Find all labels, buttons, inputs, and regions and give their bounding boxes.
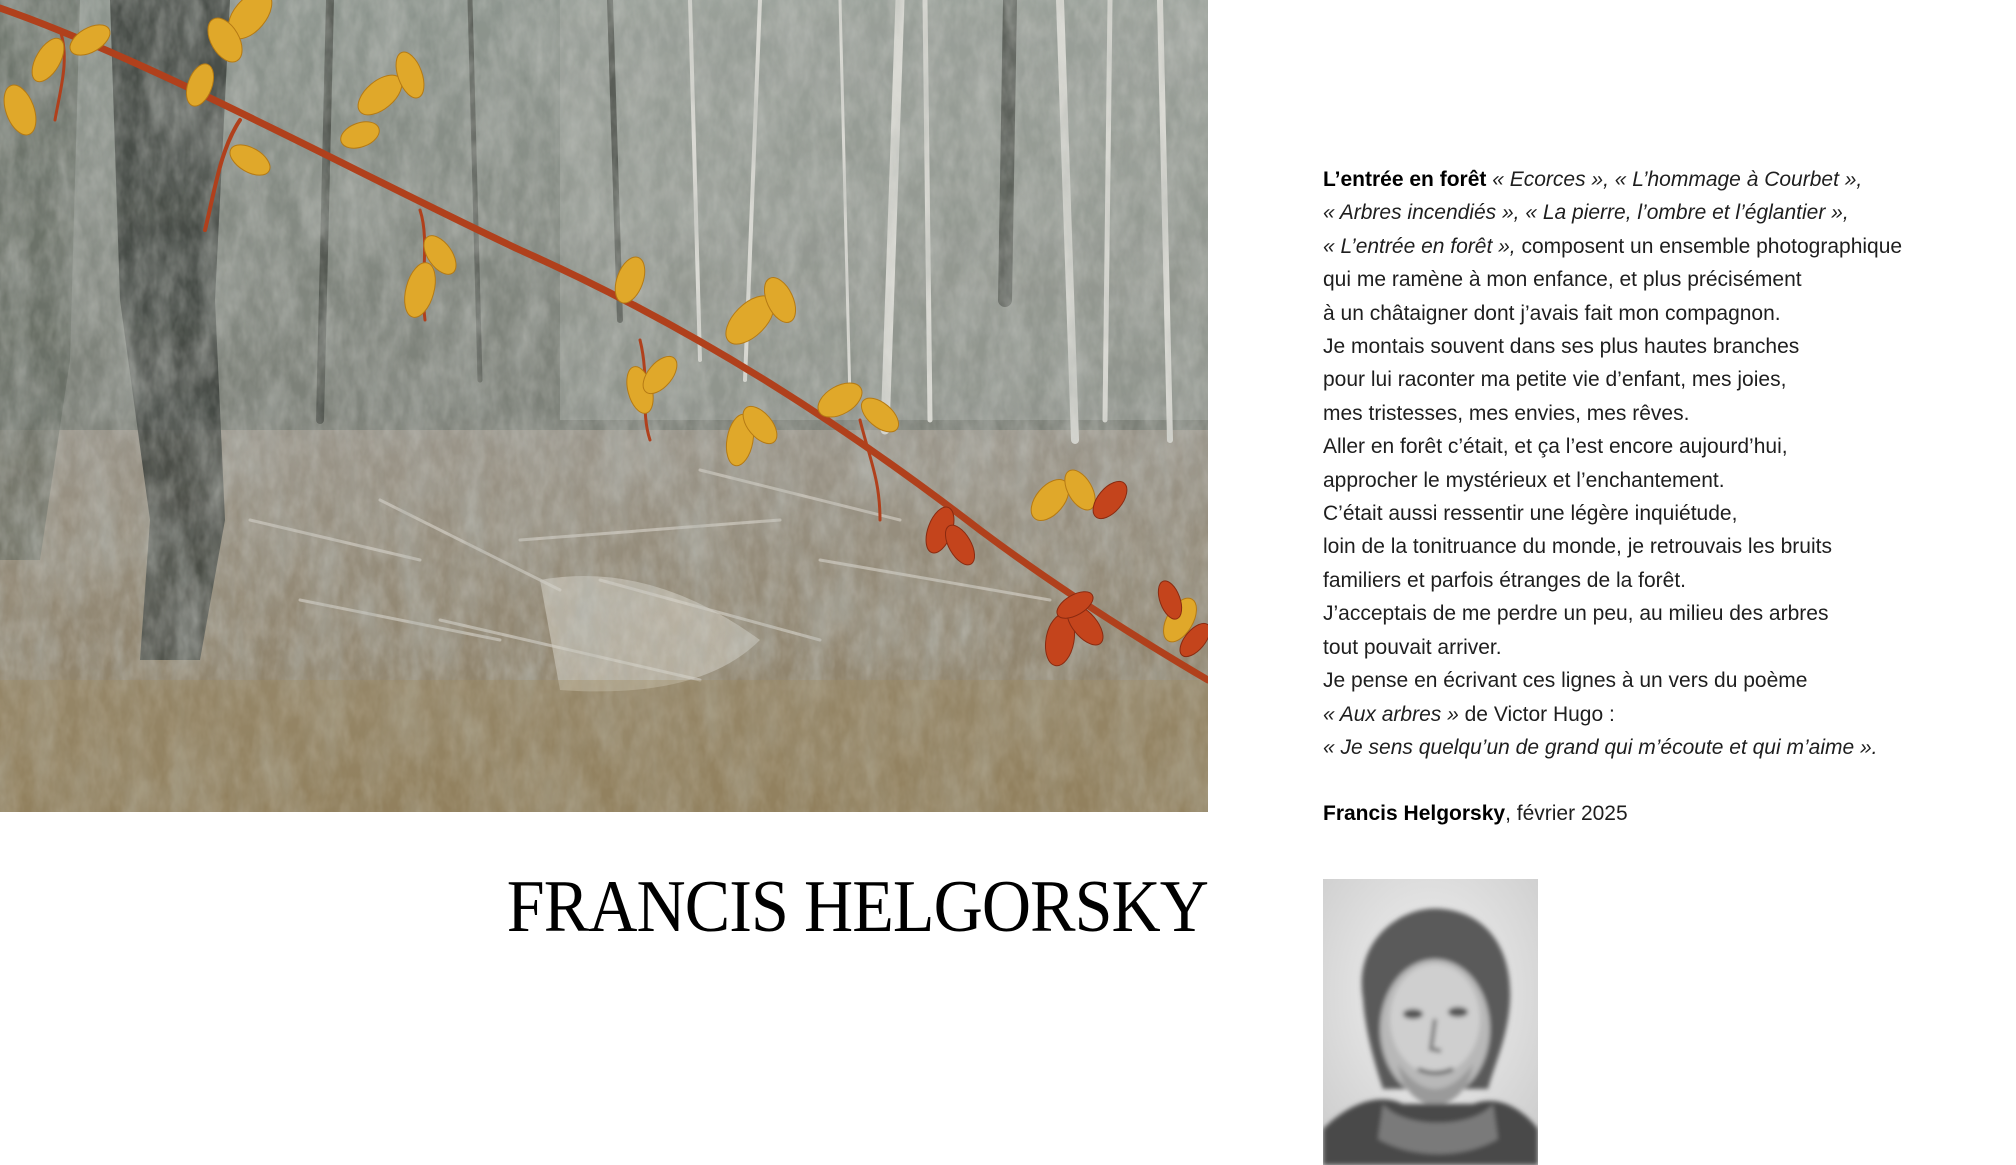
series-list: « L’entrée en forêt », xyxy=(1323,234,1516,258)
artist-statement xyxy=(1323,163,1983,764)
statement-line: qui me ramène à mon enfance, et plus précisément xyxy=(1323,268,1802,292)
statement-line: C’était aussi ressentir une légère inquiétude, xyxy=(1323,502,1738,526)
statement-line xyxy=(1323,196,1983,229)
forest-photograph xyxy=(0,0,1208,812)
signature-name: Francis Helgorsky xyxy=(1323,802,1506,825)
signature xyxy=(1323,797,1628,830)
statement-line: J’acceptais de me perdre un peu, au milieu des arbres xyxy=(1323,602,1829,626)
artist-name-title: FRANCIS HELGORSKY xyxy=(506,866,1208,948)
statement-line xyxy=(1323,230,1983,263)
poem-quote-text: « Je sens quelqu’un de grand qui m’écoute et qui m’aime ». xyxy=(1323,735,1878,759)
series-list: « Ecorces », « L’hommage à Courbet », xyxy=(1486,168,1863,191)
statement-line: Je pense en écrivant ces lignes à un vers du poème xyxy=(1323,669,1808,693)
statement-line: loin de la tonitruance du monde, je retrouvais les bruits xyxy=(1323,535,1832,559)
poem-quote xyxy=(1323,731,1983,764)
signature-date: , février 2025 xyxy=(1505,802,1628,825)
statement-line: Aller en forêt c’était, et ça l’est encore aujourd’hui, xyxy=(1323,435,1788,459)
poem-author: de Victor Hugo : xyxy=(1458,702,1615,726)
statement-text: composent un ensemble photographique xyxy=(1515,234,1903,258)
statement-line: tout pouvait arriver. xyxy=(1323,635,1502,659)
statement-line: pour lui raconter ma petite vie d’enfant, mes joies, xyxy=(1323,368,1787,392)
statement-line: mes tristesses, mes envies, mes rêves. xyxy=(1323,401,1690,425)
statement-line: approcher le mystérieux et l’enchantement. xyxy=(1323,468,1725,492)
statement-line: à un châtaigner dont j’avais fait mon compagnon. xyxy=(1323,301,1781,325)
series-list: « Arbres incendiés », « La pierre, l’ombre et l’églantier », xyxy=(1323,201,1849,225)
statement-line: familiers et parfois étranges de la forêt. xyxy=(1323,568,1687,592)
statement-line xyxy=(1323,698,1983,731)
portrait-photo xyxy=(1323,879,1538,1165)
statement-line: Je montais souvent dans ses plus hautes branches xyxy=(1323,335,1800,359)
poem-title: « Aux arbres » xyxy=(1323,702,1459,726)
statement-line xyxy=(1323,163,1983,196)
series-title: L’entrée en forêt xyxy=(1323,168,1487,191)
